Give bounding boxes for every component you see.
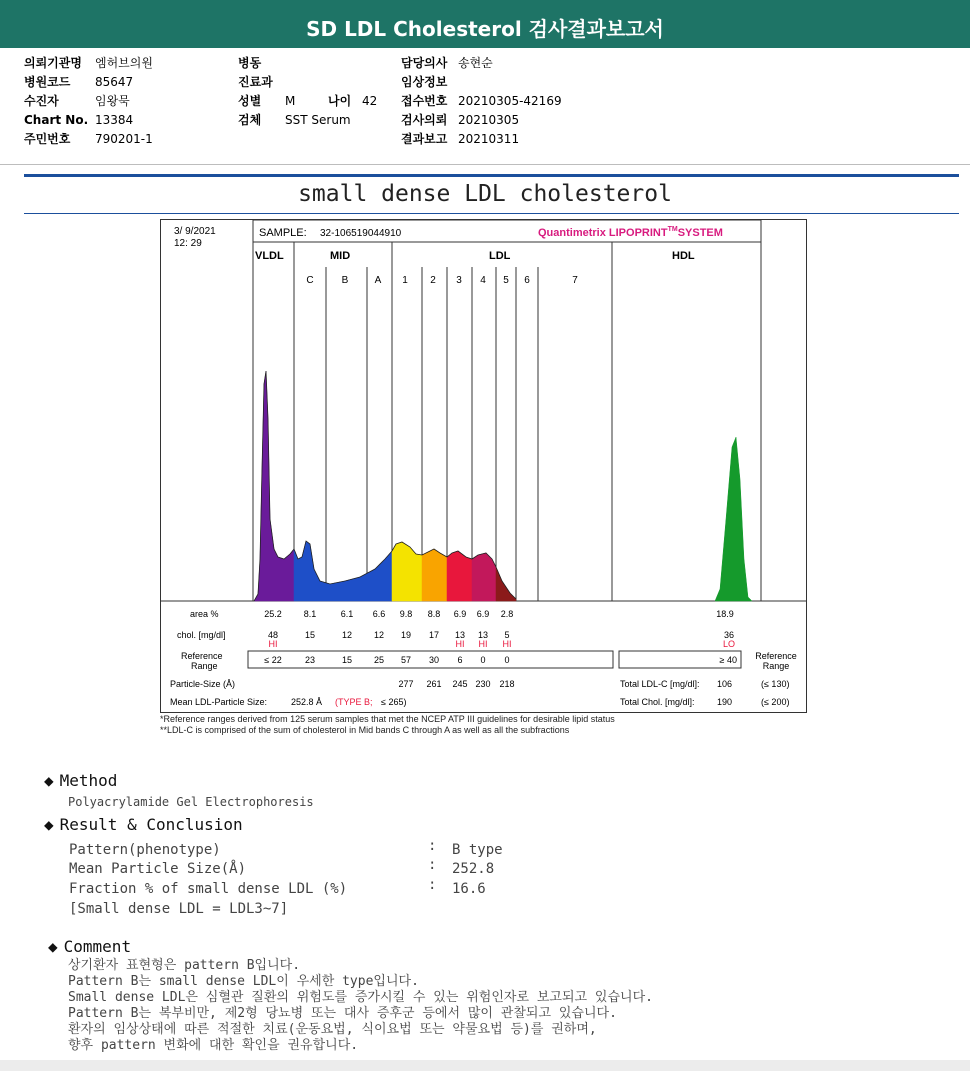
lipoprint-chart [160, 219, 807, 713]
method-heading: ◆ Method [44, 771, 118, 790]
title-rule-bottom [24, 213, 959, 214]
row-label-particle: Particle-Size (Å) [170, 679, 236, 689]
report-title: small dense LDL cholesterol [298, 181, 672, 207]
subband-label-5: 5 [503, 275, 509, 286]
row-label-ref1: Reference [181, 651, 223, 661]
chol-value: 17 [428, 630, 440, 640]
mean-value: 252.8 Å [291, 697, 323, 707]
divider [0, 164, 970, 165]
patient-info-col1 [24, 54, 153, 149]
subband-label-3: 3 [456, 275, 462, 286]
result-label-fraction: Fraction % of small dense LDL (%) [69, 881, 348, 897]
chol-value: 13 [454, 630, 466, 640]
info-row: 결과보고 20210311 [401, 132, 520, 146]
info-row: Chart No. 13384 [24, 113, 134, 127]
result-colon: : [428, 877, 437, 893]
result-heading: ◆ Result & Conclusion [44, 815, 243, 834]
bottom-strip [0, 1060, 970, 1071]
hdl-flag: LO [722, 639, 736, 649]
row-label-area: area % [190, 609, 219, 619]
ref-value: 15 [341, 655, 353, 665]
group-ldl: LDL [489, 250, 511, 262]
trace-fill-4 [447, 551, 472, 601]
area-value: 6.1 [340, 609, 354, 619]
subband-label-C: C [306, 275, 314, 286]
total-ldl-ref: (≤ 130) [761, 679, 790, 689]
group-mid: MID [330, 250, 351, 262]
result-label-pattern: Pattern(phenotype) [69, 842, 221, 858]
result-value-fraction: 16.6 [452, 881, 486, 897]
info-row: 진료과 [238, 75, 273, 89]
comment-line: 향후 pattern 변화에 대한 확인을 권유합니다. [68, 1038, 359, 1053]
row-label-ref2: Range [191, 661, 218, 671]
chol-value: 15 [304, 630, 316, 640]
area-value: 8.8 [427, 609, 441, 619]
subband-label-B: B [341, 275, 349, 286]
report-header-title: SD LDL Cholesterol 검사결과보고서 [306, 17, 664, 41]
ref-value: ≤ 22 [264, 655, 282, 665]
result-label-size: Mean Particle Size(Å) [69, 861, 247, 877]
comment-line: Small dense LDL은 심혈관 질환의 위험도를 증가시킬 수 있는 위험인자로 보고되고 있습니다. [68, 990, 653, 1005]
footnote-2: **LDL-C is comprised of the sum of cholesterol in Mid bands C through A as well as all the subfractions [160, 725, 570, 735]
ref-value: 30 [428, 655, 440, 665]
info-row: 병동 [238, 56, 262, 70]
ref-value: 57 [400, 655, 412, 665]
row-label-chol: chol. [mg/dl] [177, 630, 226, 640]
title-rule-top [24, 174, 959, 177]
subband-label-2: 2 [430, 275, 436, 286]
total-chol-ref: (≤ 200) [761, 697, 790, 707]
info-row: 수진자 임왕묵 [24, 94, 130, 108]
particle-size: 218 [499, 679, 515, 689]
footnote-1: *Reference ranges derived from 125 serum samples that met the NCEP ATP III guidelines for desirable lipid status [160, 714, 615, 724]
particle-size: 277 [398, 679, 414, 689]
particle-size: 230 [475, 679, 491, 689]
info-row: 임상정보 [401, 75, 448, 89]
chol-value: 12 [373, 630, 385, 640]
group-vldl: VLDL [255, 250, 284, 262]
patient-info-col2 [238, 54, 377, 130]
chol-flag: HI [455, 639, 465, 649]
chol-value: 12 [341, 630, 353, 640]
area-value: 25.2 [264, 609, 282, 619]
area-value: 8.1 [303, 609, 317, 619]
particle-size: 261 [426, 679, 442, 689]
group-hdl: HDL [672, 250, 695, 262]
info-row: 접수번호 20210305-42169 [401, 94, 562, 108]
info-row: 담당의사 송현순 [401, 56, 493, 70]
comment-body [68, 958, 653, 1054]
result-note: [Small dense LDL = LDL3~7] [69, 901, 289, 917]
diamond-icon: ◆ [44, 771, 54, 790]
info-row: 검체 SST Serum [238, 113, 351, 127]
brand-name: Quantimetrix LIPOPRINT™SYSTEM [538, 226, 723, 239]
info-row: 주민번호 790201-1 [24, 132, 153, 146]
ref-value: 0 [480, 655, 486, 665]
total-chol-label: Total Chol. [mg/dl]: [620, 697, 695, 707]
comment-line: Pattern B는 small dense LDL이 우세한 type입니다. [68, 974, 419, 989]
ref-value: 23 [304, 655, 316, 665]
subband-label-7: 7 [572, 275, 578, 286]
mean-ref: ≤ 265) [381, 697, 407, 707]
diamond-icon: ◆ [44, 815, 54, 834]
comment-line: 상기환자 표현형은 pattern B입니다. [68, 958, 301, 973]
sample-id: 32-106519044910 [320, 228, 402, 239]
report-header [0, 0, 970, 48]
ref-right-2: Range [762, 661, 790, 671]
area-value: 6.6 [372, 609, 386, 619]
sample-label: SAMPLE: [259, 227, 307, 239]
subband-label-6: 6 [524, 275, 530, 286]
ref-value: 0 [504, 655, 510, 665]
info-row: 검사의뢰 20210305 [401, 113, 520, 127]
row-label-mean: Mean LDL-Particle Size: [170, 697, 268, 707]
comment-line: Pattern B는 복부비만, 제2형 당뇨병 또는 대사 증후군 등에서 많이 관찰되고 있습니다. [68, 1006, 617, 1021]
chart-time: 12: 29 [174, 238, 202, 249]
subband-label-4: 4 [480, 275, 486, 286]
result-colon: : [428, 857, 437, 873]
hdl-area: 18.9 [716, 609, 734, 619]
info-row: 병원코드 85647 [24, 75, 134, 89]
hdl-chol: 36 [723, 630, 735, 640]
particle-size: 245 [452, 679, 468, 689]
patient-info-col3 [401, 54, 562, 149]
chol-value: 19 [400, 630, 412, 640]
chol-value: 5 [504, 630, 510, 640]
result-value-pattern: B type [452, 842, 503, 858]
result-value-size: 252.8 [452, 861, 495, 877]
area-value: 2.8 [500, 609, 514, 619]
comment-line: 환자의 임상상태에 따른 적절한 치료(운동요법, 식이요법 또는 약물요법 등)를 권하며, [68, 1022, 597, 1037]
diamond-icon: ◆ [48, 937, 58, 956]
chol-flag: HI [268, 639, 278, 649]
chol-value: 48 [267, 630, 279, 640]
ref-right-1: Reference [755, 651, 797, 661]
area-value: 9.8 [399, 609, 413, 619]
chart-date: 3/ 9/2021 [174, 226, 216, 237]
total-chol-value: 190 [717, 697, 733, 707]
result-colon: : [428, 838, 437, 854]
comment-heading: ◆ Comment [48, 937, 132, 956]
trace-fill-3 [422, 549, 447, 601]
area-value: 6.9 [476, 609, 490, 619]
subband-label-1: 1 [402, 275, 408, 286]
ref-value: 25 [373, 655, 385, 665]
chol-value: 13 [477, 630, 489, 640]
method-text: Polyacrylamide Gel Electrophoresis [68, 795, 314, 809]
total-ldl-value: 106 [717, 679, 733, 689]
age-label: 나이 [328, 94, 352, 108]
chol-flag: HI [502, 639, 512, 649]
ref-value: 6 [457, 655, 463, 665]
subband-label-A: A [374, 275, 382, 286]
mean-type: (TYPE B; [335, 697, 373, 707]
chol-flag: HI [478, 639, 488, 649]
info-row: 성별 M 나이 42 [238, 92, 377, 111]
hdl-ref: ≥ 40 [719, 655, 737, 665]
total-ldl-label: Total LDL-C [mg/dl]: [620, 679, 700, 689]
info-row: 의뢰기관명 엠허브의원 [24, 56, 153, 70]
area-value: 6.9 [453, 609, 467, 619]
age-value: 42 [362, 94, 378, 108]
